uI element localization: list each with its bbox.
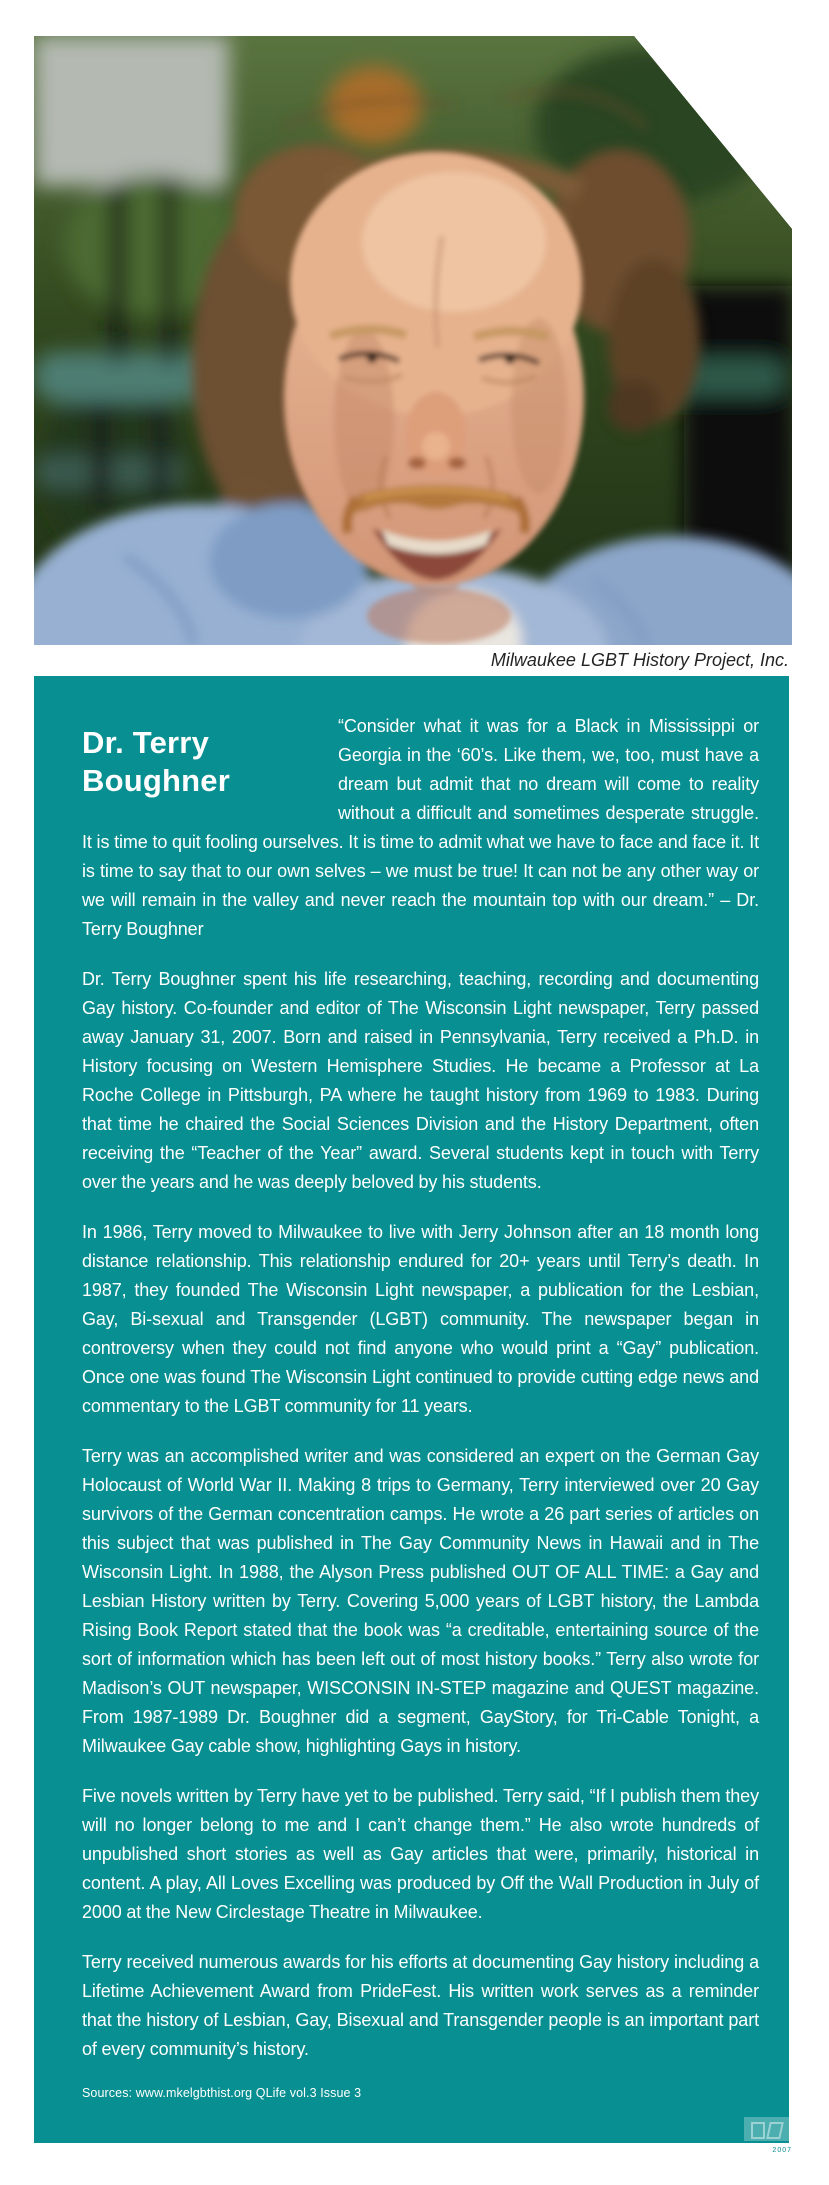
page-title-line1: Dr. Terry	[82, 725, 210, 760]
portrait-photo-art	[34, 36, 792, 645]
page-title	[82, 712, 338, 822]
bio-paragraph-2: In 1986, Terry moved to Milwaukee to live with Jerry Johnson after an 18 month long distance relationship. This relationship endured for 20+ years until Terry’s death. In 1987, they founded The Wisconsin Light newspaper, a publication for the Lesbian, Gay, Bi-sexual and Transgender (LGBT) community. The newspaper began in controversy when they could not find anyone who would print a “Gay” publication. Once one was found The Wisconsin Light continued to provide cutting edge news and commentary to the LGBT community for 11 years.	[82, 1222, 759, 1416]
bio-paragraph-3: Terry was an accomplished writer and was considered an expert on the German Gay Holocaust of World War II. Making 8 trips to Germany, Terry interviewed over 20 Gay survivors of the German concentration camps. He wrote a 26 part series of articles on this subject that was published in The Gay Community News in Hawaii and in The Wisconsin Light. In 1988, the Alyson Press published OUT OF ALL TIME: a Gay and Lesbian History written by Terry. Covering 5,000 years of LGBT history, the Lambda Rising Book Report stated that the book was “a creditable, entertaining source of the sort of information which has been left out of most history books.” Terry also wrote for Madison’s OUT newspaper, WISCONSIN IN-STEP magazine and QUEST magazine. From 1987-1989 Dr. Boughner did a segment, GayStory, for Tri-Cable Tonight, a Milwaukee Gay cable show, highlighting Gays in history.	[82, 1446, 759, 1756]
bio-paragraph-5: Terry received numerous awards for his efforts at documenting Gay history including a Lifetime Achievement Award from PrideFest. His written work serves as a reminder that the history of Lesbian, Gay, Bisexual and Transgender people is an important part of every community’s history.	[82, 1952, 759, 2059]
portrait-photo	[34, 36, 792, 645]
biography-panel	[34, 676, 789, 2143]
year-mark: 2007	[772, 2147, 792, 2154]
bio-paragraph-1: Dr. Terry Boughner spent his life researching, teaching, recording and documenting Gay history. Co-founder and editor of The Wisconsin Light newspaper, Terry passed away January 31, 2007. Born and raised in Pennsylvania, Terry received a Ph.D. in History focusing on Western Hemisphere Studies. He became a Professor at La Roche College in Pittsburgh, PA where he taught history from 1969 to 1983. During that time he chaired the Social Sciences Division and the History Department, often receiving the “Teacher of the Year” award. Several students kept in touch with Terry over the years and he was deeply beloved by his students.	[82, 969, 759, 1192]
sources-line: Sources: www.mkelgbthist.org QLife vol.3 Issue 3	[82, 2086, 362, 2100]
page-title-line2: Boughner	[82, 763, 230, 798]
opening-quote: “Consider what it was for a Black in Mississippi or Georgia in the ‘60’s. Like them, we, too, must have a dream but admit that no dream will come to reality without a difficult and sometimes desperate struggle. It is time to quit fooling ourselves. It is time to admit what we have to face and face it. It is time to say that to our own selves – we must be true! It can not be any other way or we will remain in the valley and never reach the mountain top with our dream.” – Dr. Terry Boughner	[82, 716, 759, 939]
intro-block	[82, 712, 759, 965]
bio-paragraph-4: Five novels written by Terry have yet to be published. Terry said, “If I publish them they will no longer belong to me and I can’t change them.” He also wrote hundreds of unpublished short stories as well as Gay articles that were, primarily, historical in content. A play, All Loves Excelling was produced by Off the Wall Production in July of 2000 at the New Circlestage Theatre in Milwaukee.	[82, 1786, 759, 1922]
watermark-logo	[744, 2117, 789, 2141]
photo-credit: Milwaukee LGBT History Project, Inc.	[490, 650, 789, 670]
